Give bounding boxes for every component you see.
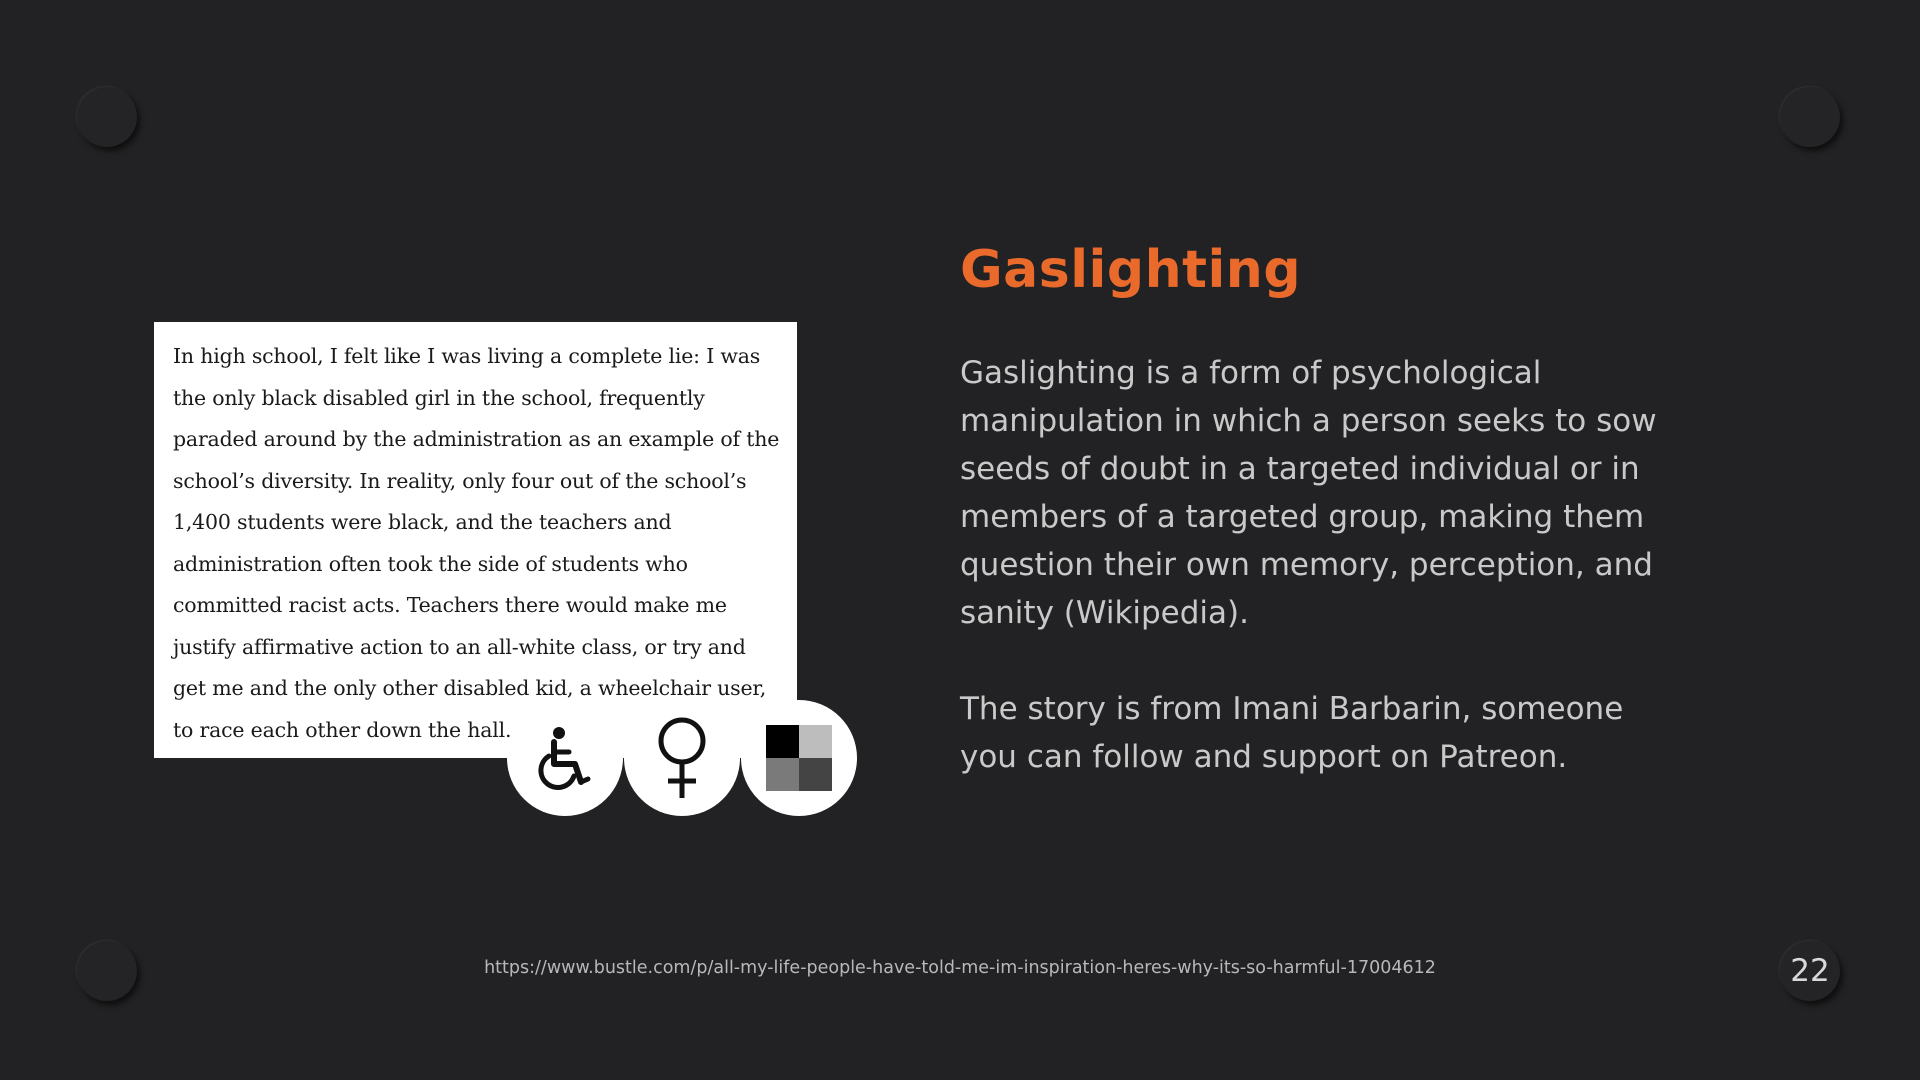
quote-card [154, 322, 797, 758]
wheelchair-icon [537, 726, 593, 790]
page-number: 22 [1790, 953, 1830, 989]
skin-tone-badge [741, 700, 857, 816]
corner-circle-top-left [77, 87, 137, 147]
definition-paragraph: Gaslighting is a form of psychological manipulation in which a person seeks to sow seeds of doubt in a targeted individual or in members of a targeted group, making them question their own memory, perception, and sanity (Wikipedia). [960, 355, 1657, 631]
slide-heading: Gaslighting [960, 240, 1302, 300]
female-symbol-badge [624, 700, 740, 816]
skin-tone-squares-icon [766, 725, 832, 791]
wheelchair-badge [507, 700, 623, 816]
female-symbol-icon [654, 716, 710, 800]
corner-circle-top-right [1780, 87, 1840, 147]
attribution-paragraph: The story is from Imani Barbarin, someone you can follow and support on Patreon. [960, 691, 1624, 775]
source-link[interactable]: https://www.bustle.com/p/all-my-life-people-have-told-me-im-inspiration-heres-why-its-so-harmful-17004612 [484, 958, 1436, 978]
quote-text: In high school, I felt like I was living a complete lie: I was the only black disabled girl in the school, frequently paraded around by the administration as an example of the school’s diversity. In reality, only four out of the school’s 1,400 students were black, and the teachers and administration often took the side of students who committed racist acts. Teachers there would make me justify affirmative action to an all-white class, or try and get me and the only other disabled kid, a wheelchair user, to race each other down the hall. [173, 344, 780, 742]
